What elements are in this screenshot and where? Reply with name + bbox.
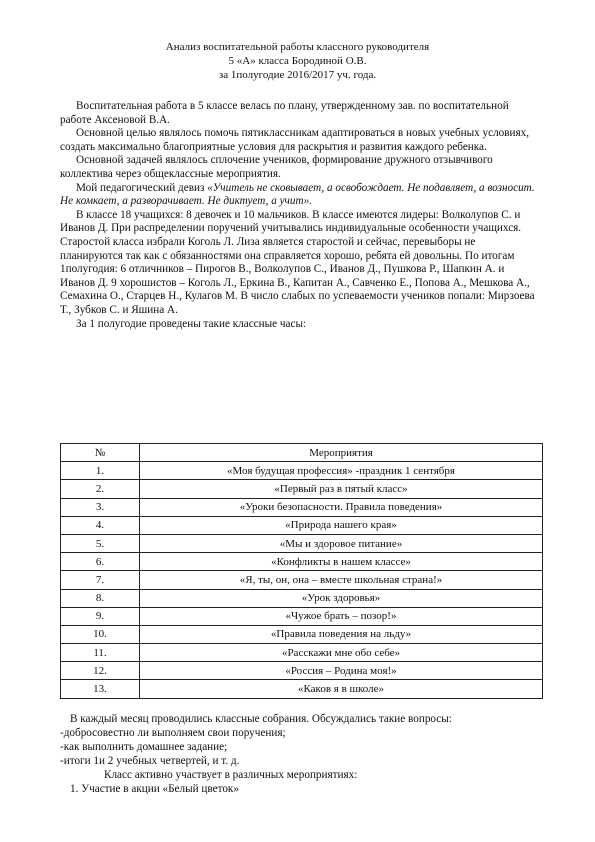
row-event: «Урок здоровья»: [140, 589, 543, 607]
table-row: [61, 625, 543, 643]
row-number: 12.: [61, 662, 140, 680]
row-event: «Чужое брать – позор!»: [140, 607, 543, 625]
row-event: «Россия – Родина моя!»: [140, 662, 543, 680]
row-event: «Первый раз в пятый класс»: [140, 480, 543, 498]
row-number: 3.: [61, 498, 140, 516]
row-number: 7.: [61, 571, 140, 589]
row-number: 2.: [61, 480, 140, 498]
row-number: 11.: [61, 644, 140, 662]
table-row: [61, 607, 543, 625]
row-number: 6.: [61, 553, 140, 571]
row-number: 4.: [61, 516, 140, 534]
paragraph-class-hours: За 1 полугодие проведены такие классные часы:: [76, 317, 307, 330]
row-number: 5.: [61, 534, 140, 552]
events-table-wrap: [60, 443, 543, 699]
paragraph-task: Основной задачей являлось сплочение учеников, формирование дружного отзывчивого коллектива через общеклассные мероприятия.: [60, 154, 493, 180]
table-row: [61, 644, 543, 662]
meetings-intro: В каждый месяц проводились классные собрания. Обсуждались такие вопросы:: [70, 713, 452, 725]
row-event: «Конфликты в нашем классе»: [140, 553, 543, 571]
table-row: [61, 589, 543, 607]
row-event: «Расскажи мне обо себе»: [140, 644, 543, 662]
row-event: «Уроки безопасности. Правила поведения»: [140, 498, 543, 516]
table-row: [61, 516, 543, 534]
body-text: [60, 100, 538, 331]
meetings-section: [60, 712, 538, 796]
motto-lead: Мой педагогический девиз: [76, 181, 208, 194]
header-number: №: [61, 444, 140, 462]
activities-intro: Класс активно участвует в различных мероприятиях:: [104, 769, 358, 781]
events-table: [60, 443, 543, 699]
row-event: «Я, ты, он, она – вместе школьная страна!»: [140, 571, 543, 589]
row-event: «Мы и здоровое питание»: [140, 534, 543, 552]
row-number: 9.: [61, 607, 140, 625]
table-row: [61, 680, 543, 698]
table-row: [61, 480, 543, 498]
paragraph-class-info: В классе 18 учащихся: 8 девочек и 10 мальчиков. В классе имеются лидеры: Волколупов С. и Иванов Д. При распределении поручений учитывались индивидуальные особенности учащихся. Старостой класса избрали Коголь Л. Лиза является старостой и сейчас, перевыборы не планируются так как с обязанностями она справляется хорошо, ребята ей довольны. По итогам 1полугодия: 6 отличников – Пирогов В., Волколупов С., Иванов Д., Пушкова Р., Шапкин А. и Иванов Д. 9 хорошистов – Коголь Л., Еркина В., Капитан А., Савченко Е., Попова А., Мешкова А., Семахина О., Старцев Н., Кулагов М. В число слабых по успеваемости учеников попали: Мирзоева Т., Зубков С. и Яшина А.: [60, 208, 535, 316]
motto-quote: «Учитель не сковывает, а освобождает. Не подавляет, а возносит. Не комкает, а разворачивает. Не диктует, а учит».: [60, 181, 535, 208]
row-event: «Моя будущая профессия» -праздник 1 сентября: [140, 462, 543, 480]
table-row: [61, 534, 543, 552]
table-row: [61, 498, 543, 516]
row-event: «Природа нашего края»: [140, 516, 543, 534]
paragraph-goal: Основной целью являлось помочь пятиклассникам адаптироваться в новых учебных условиях, создать максимально благоприятные условия для раскрытия и развития каждого ребенка.: [60, 127, 530, 153]
table-row: [61, 662, 543, 680]
row-number: 10.: [61, 625, 140, 643]
table-row: [61, 571, 543, 589]
meetings-item-3: -итоги 1и 2 учебных четвертей, и т. д.: [60, 755, 240, 767]
paragraph-plan: Воспитательная работа в 5 классе велась по плану, утвержденному зав. по воспитательной работе Аксеновой В.А.: [60, 100, 509, 126]
meetings-item-2: -как выполнить домашнее задание;: [60, 741, 228, 753]
activities-item-1: 1. Участие в акции «Белый цветок»: [70, 783, 239, 795]
doc-title-line-3: за 1полугодие 2016/2017 уч. года.: [218, 69, 377, 81]
table-row: [61, 462, 543, 480]
doc-title-line-2: 5 «А» класса Бородиной О.В.: [228, 55, 367, 67]
paragraph-motto: [60, 182, 538, 209]
row-number: 13.: [61, 680, 140, 698]
row-number: 8.: [61, 589, 140, 607]
header-events: Мероприятия: [140, 444, 543, 462]
row-event: «Правила поведения на льду»: [140, 625, 543, 643]
table-header-row: [61, 444, 543, 462]
table-row: [61, 553, 543, 571]
row-event: «Каков я в школе»: [140, 680, 543, 698]
meetings-item-1: -добросовестно ли выполняем свои поручения;: [60, 727, 286, 739]
doc-title-line-1: Анализ воспитательной работы классного руководителя: [165, 41, 430, 53]
row-number: 1.: [61, 462, 140, 480]
